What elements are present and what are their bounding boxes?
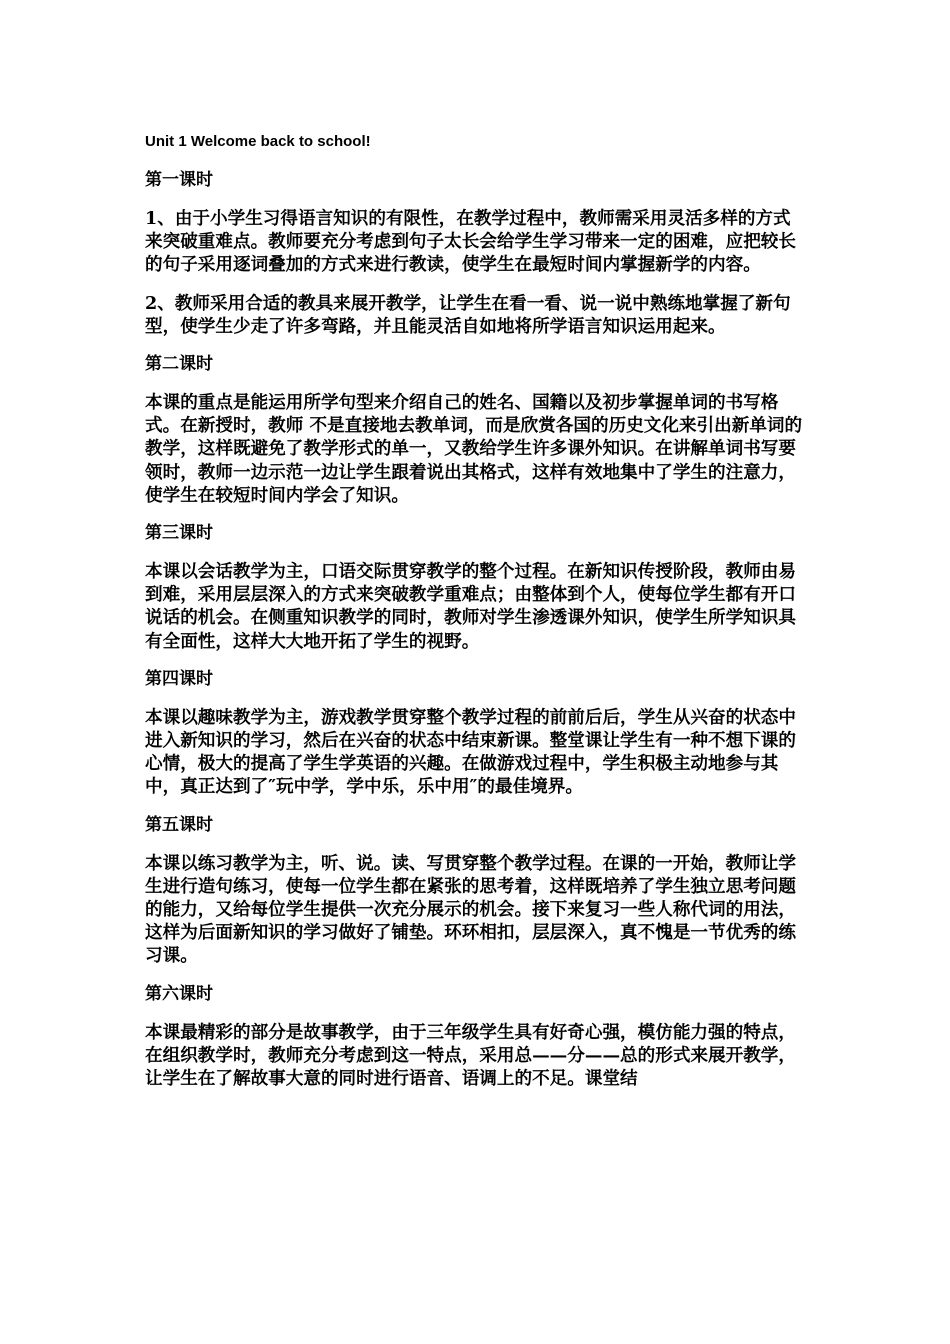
section-heading: 第四课时 xyxy=(145,668,213,689)
document-title: Unit 1 Welcome back to school! xyxy=(145,133,371,150)
paragraph: 本课以练习教学为主，听、说。读、写贯穿整个教学过程。在课的一开始，教师让学生进行造句练习，使每一位学生都在紧张的思考着，这样既培养了学生独立思考问题的能力，又给每位学生提供一次充分展示的机会。接下来复习一些人称代词的用法，这样为后面新知识的学习做好了铺垫。环环相扣，层层深入，真不愧是一节优秀的练习课。 xyxy=(145,852,796,967)
section-lesson-5 xyxy=(145,814,805,968)
section-heading: 第二课时 xyxy=(145,354,213,375)
paragraph: 本课以会话教学为主，口语交际贯穿教学的整个过程。在新知识传授阶段，教师由易到难，采用层层深入的方式来突破教学重难点；由整体到个人，使每位学生都有开口说话的机会。在侧重知识教学的同时，教师对学生渗透课外知识，使学生所学知识具有全面性，这样大大地开拓了学生的视野。 xyxy=(145,561,796,652)
section-heading: 第六课时 xyxy=(145,983,213,1004)
section-lesson-1 xyxy=(145,169,805,338)
section-heading: 第五课时 xyxy=(145,814,213,835)
section-lesson-4 xyxy=(145,668,805,799)
paragraph: 本课的重点是能运用所学句型来介绍自己的姓名、国籍以及初步掌握单词的书写格式。在新授时，教师 不是直接地去教单词，而是欣赏各国的历史文化来引出新单词的教学，这样既避免了教学形式的单一，又教给学生许多课外知识。在讲解单词书写要领时，教师一边示范一边让学生跟着说出其格式，这样有效地集中了学生的注意力，使学生在较短时间内学会了知识。 xyxy=(145,392,803,506)
document-page xyxy=(145,131,805,1105)
section-lesson-2 xyxy=(145,353,805,507)
section-lesson-6 xyxy=(145,983,805,1091)
paragraph: 2、教师采用合适的教具来展开教学，让学生在看一看、说一说中熟练地掌握了新句型，使学生少走了许多弯路，并且能灵活自如地将所学语言知识运用起来。 xyxy=(145,292,791,337)
paragraph: 本课以趣味教学为主，游戏教学贯穿整个教学过程的前前后后，学生从兴奋的状态中进入新知识的学习，然后在兴奋的状态中结束新课。整堂课让学生有一种不想下课的心情，极大的提高了学生学英语的兴趣。在做游戏过程中，学生积极主动地参与其中，真正达到了″玩中学，学中乐，乐中用″的最佳境界。 xyxy=(145,706,796,798)
paragraph: 1、由于小学生习得语言知识的有限性，在教学过程中，教师需采用灵活多样的方式来突破重难点。教师要充分考虑到句子太长会给学生学习带来一定的困难，应把较长的句子采用逐词叠加的方式来进行教读，使学生在最短时间内掌握新学的内容。 xyxy=(145,208,796,276)
section-heading: 第三课时 xyxy=(145,523,213,544)
section-heading: 第一课时 xyxy=(145,170,213,190)
section-lesson-3 xyxy=(145,522,805,653)
paragraph: 本课最精彩的部分是故事教学，由于三年级学生具有好奇心强，模仿能力强的特点，在组织教学时，教师充分考虑到这一特点，采用总——分——总的形式来展开教学，让学生在了解故事大意的同时进行语音、语调上的不足。课堂结 xyxy=(145,1021,796,1090)
